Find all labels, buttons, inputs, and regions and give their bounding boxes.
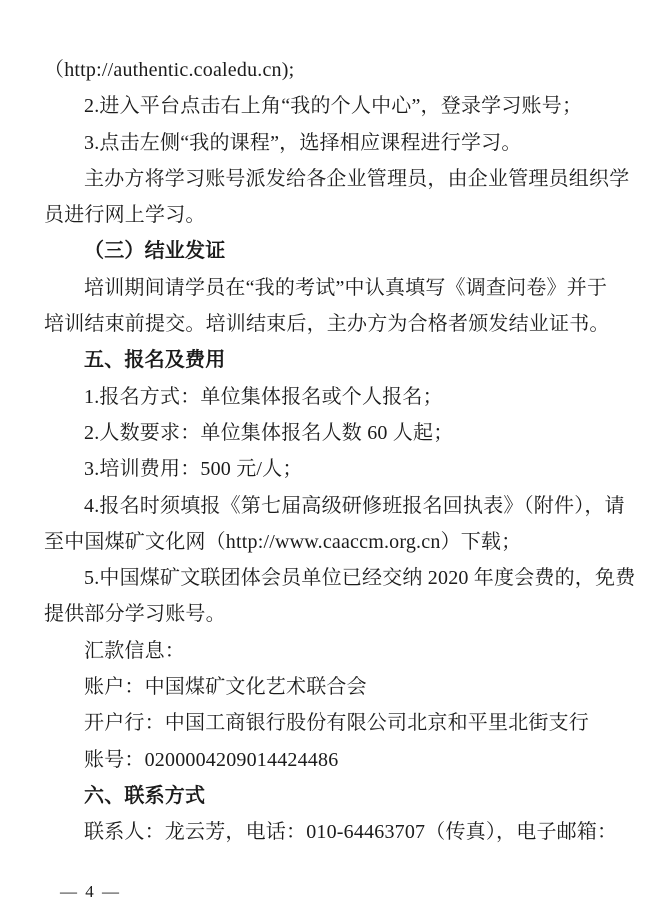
doc-line: 培训结束前提交。培训结束后，主办方为合格者颁发结业证书。 (44, 313, 610, 336)
doc-line-step-2: 2.进入平台点击右上角“我的个人中心”，登录学习账号； (84, 95, 583, 118)
doc-line: 员进行网上学习。 (44, 204, 206, 227)
subsection-heading-certificate: （三）结业发证 (84, 240, 226, 263)
document-body (44, 52, 636, 851)
doc-line: 提供部分学习账号。 (44, 603, 226, 626)
doc-line-bank: 开户行：中国工商银行股份有限公司北京和平里北街支行 (84, 712, 589, 735)
page-number: — 4 — (60, 882, 121, 901)
doc-line-account-name: 账户：中国煤矿文化艺术联合会 (84, 676, 367, 699)
doc-line: 主办方将学习账号派发给各企业管理员，由企业管理员组织学 (84, 167, 630, 190)
doc-line-item-2: 2.人数要求：单位集体报名人数 60 人起； (84, 421, 454, 444)
doc-line-item-5: 5.中国煤矿文联团体会员单位已经交纳 2020 年度会费的，免费 (84, 567, 636, 590)
doc-line-remittance-label: 汇款信息： (84, 639, 185, 662)
section-heading-registration-fees: 五、报名及费用 (84, 349, 226, 372)
doc-line-account-number: 账号：0200004209014424486 (84, 748, 339, 771)
doc-line-step-3: 3.点击左侧“我的课程”，选择相应课程进行学习。 (84, 131, 522, 154)
doc-line-contact-person: 联系人：龙云芳，电话：010-64463707（传真），电子邮箱： (84, 821, 618, 844)
doc-line-item-1: 1.报名方式：单位集体报名或个人报名； (84, 385, 443, 408)
doc-line-platform-url: （http://authentic.coaledu.cn); (44, 59, 295, 81)
section-heading-contact: 六、联系方式 (84, 784, 206, 807)
doc-line-item-4: 4.报名时须填报《第七届高级研修班报名回执表》（附件），请 (84, 494, 625, 517)
doc-line: 至中国煤矿文化网（http://www.caaccm.org.cn）下载； (44, 530, 522, 553)
doc-line: 培训期间请学员在“我的考试”中认真填写《调查问卷》并于 (84, 276, 608, 299)
doc-line-item-3: 3.培训费用：500 元/人； (84, 458, 303, 481)
